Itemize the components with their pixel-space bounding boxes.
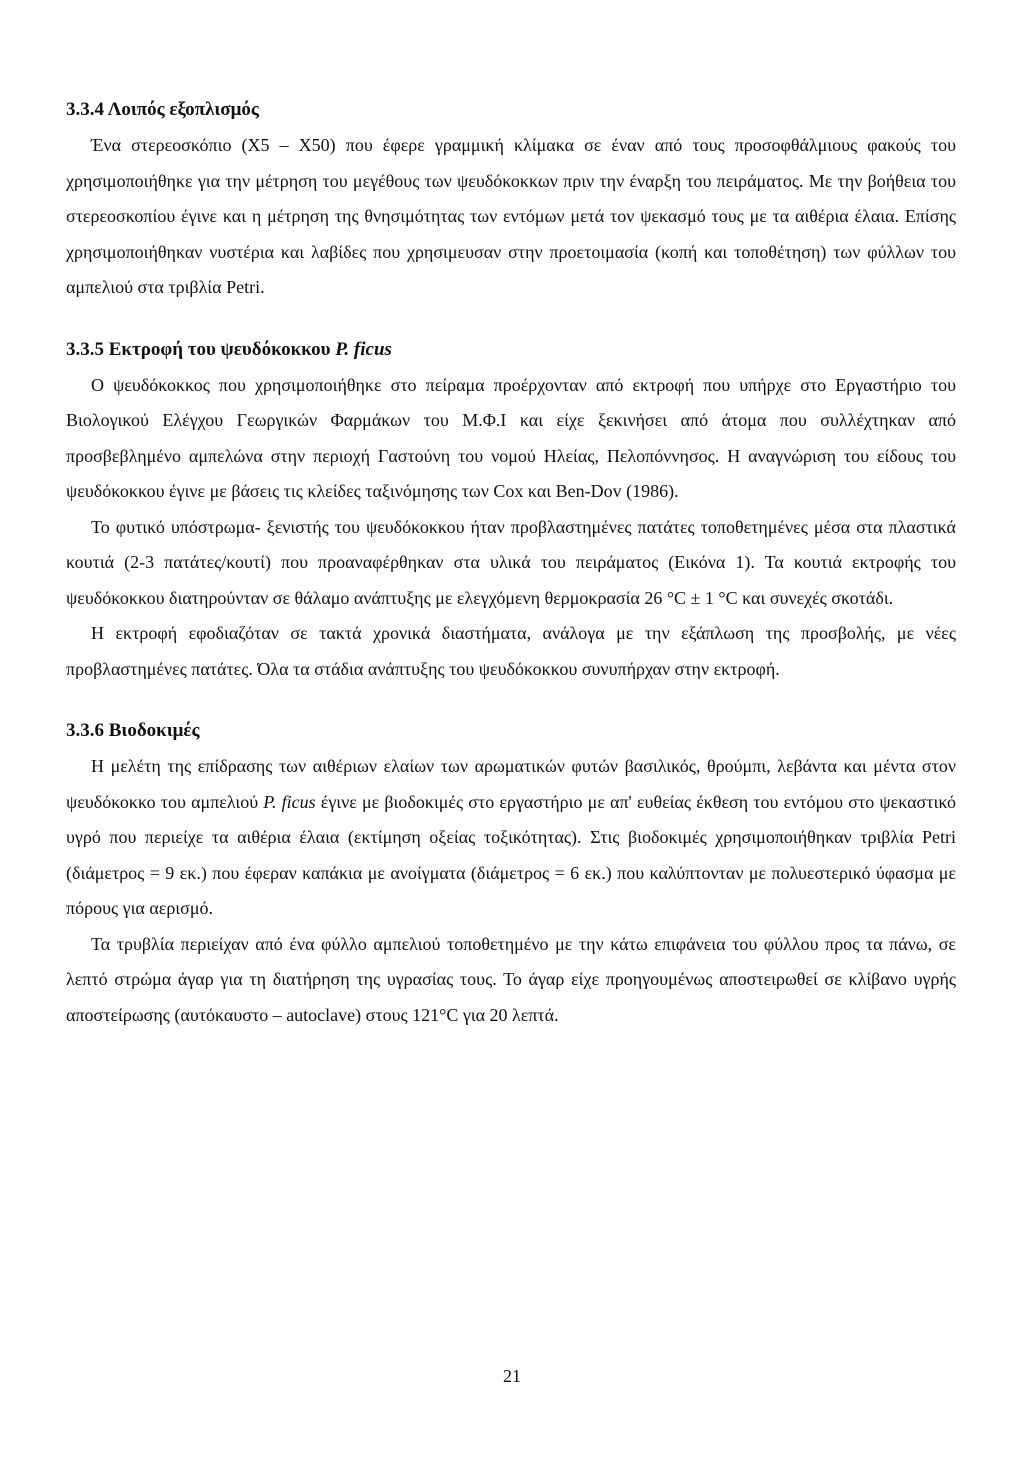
page-number: 21 — [503, 1366, 521, 1386]
paragraph-rearing-host: Το φυτικό υπόστρωμα- ξενιστής του ψευδόκοκκου ήταν προβλαστημένες πατάτες τοποθετημένες μέσα στα πλαστικά κουτιά (2-3 πατάτες/κουτί) που προαναφέρθηκαν στα υλικά του πειράματος (Εικόνα 1). Τα κουτιά εκτροφής του ψευδόκοκκου διατηρούνταν σε θάλαμο ανάπτυξης με ελεγχόμενη θερμοκρασία 26 °C ± 1 °C και συνεχές σκοτάδι. — [66, 516, 956, 608]
bioassays-text-end: έγινε με βιοδοκιμές στο εργαστήριο με απ' ευθείας έκθεση του εντόμου στο ψεκαστικό υγρό που περιείχε τα αιθέρια έλαια (εκτίμηση οξείας τοξικότητας). Στις βιοδοκιμές χρησιμοποιήθηκαν τριβλία Petri (διάμετρος = 9 εκ.) που έφεραν καπάκια με ανοίγματα (διάμετρος = 6 εκ.) που καλύπτονταν με πολυεστερικό ύφασμα με πόρους για αερισμό. — [66, 791, 956, 918]
section-heading-3-3-6: 3.3.6 Βιοδοκιμές — [66, 720, 200, 741]
document-page — [66, 98, 956, 1033]
heading-species-name: P. ficus — [335, 338, 392, 360]
section-heading-3-3-5 — [66, 338, 956, 362]
paragraph-rearing-supply: Η εκτροφή εφοδιαζόταν σε τακτά χρονικά διαστήματα, ανάλογα με την εξάπλωση της προσβολής, με νέες προβλαστημένες πατάτες. Όλα τα στάδια ανάπτυξης του ψευδόκοκκου συνυπήρχαν στην εκτροφή. — [66, 623, 956, 679]
heading-text: 3.3.5 Εκτροφή του ψευδόκοκκου — [66, 338, 336, 360]
section-heading-3-3-4: 3.3.4 Λοιπός εξοπλισμός — [66, 99, 259, 120]
bioassays-text-start: Η μελέτη της επίδρασης των αιθέριων ελαίων των αρωματικών φυτών βασιλικός, θρούμπι, λεβάντα και μέντα στον ψευδόκοκκο του αμπελιού — [66, 756, 956, 812]
paragraph-bioassays — [66, 749, 956, 927]
paragraph-rearing-origin: Ο ψευδόκοκκος που χρησιμοποιήθηκε στο πείραμα προέρχονταν από εκτροφή που υπήρχε στο Εργαστήριο του Βιολογικού Ελέγχου Γεωργικών Φαρμάκων του Μ.Φ.Ι και είχε ξεκινήσει από άτομα που συλλέχτηκαν από προσβεβλημένο αμπελώνα στην περιοχή Γαστούνη του νομού Ηλείας, Πελοπόννησος. Η αναγνώριση του είδους του ψευδόκοκκου έγινε με βάσεις τις κλείδες ταξινόμησης των Cox και Ben-Dov (1986). — [66, 374, 956, 501]
paragraph-petri-dishes: Τα τρυβλία περιείχαν από ένα φύλλο αμπελιού τοποθετημένο με την κάτω επιφάνεια του φύλλου προς τα πάνω, σε λεπτό στρώμα άγαρ για τη διατήρηση της υγρασίας τους. Το άγαρ είχε προηγουμένως αποστειρωθεί σε κλίβανο υγρής αποστείρωσης (αυτόκαυστο – autoclave) στους 121°C για 20 λεπτά. — [66, 933, 956, 1025]
paragraph-equipment: Ένα στερεοσκόπιο (Χ5 – Χ50) που έφερε γραμμική κλίμακα σε έναν από τους προσοφθάλμιους φακούς του χρησιμοποιήθηκε για την μέτρηση του μεγέθους των ψευδόκοκκων πριν την έναρξη του πειράματος. Με την βοήθεια του στερεοσκοπίου έγινε και η μέτρηση της θνησιμότητας των εντόμων μετά τον ψεκασμό τους με τα αιθέρια έλαια. Επίσης χρησιμοποιήθηκαν νυστέρια και λαβίδες που χρησιμευσαν στην προετοιμασία (κοπή και τοποθέτηση) των φύλλων του αμπελιού στα τριβλία Petri. — [66, 135, 956, 297]
bioassays-species-name: P. ficus — [263, 791, 316, 812]
